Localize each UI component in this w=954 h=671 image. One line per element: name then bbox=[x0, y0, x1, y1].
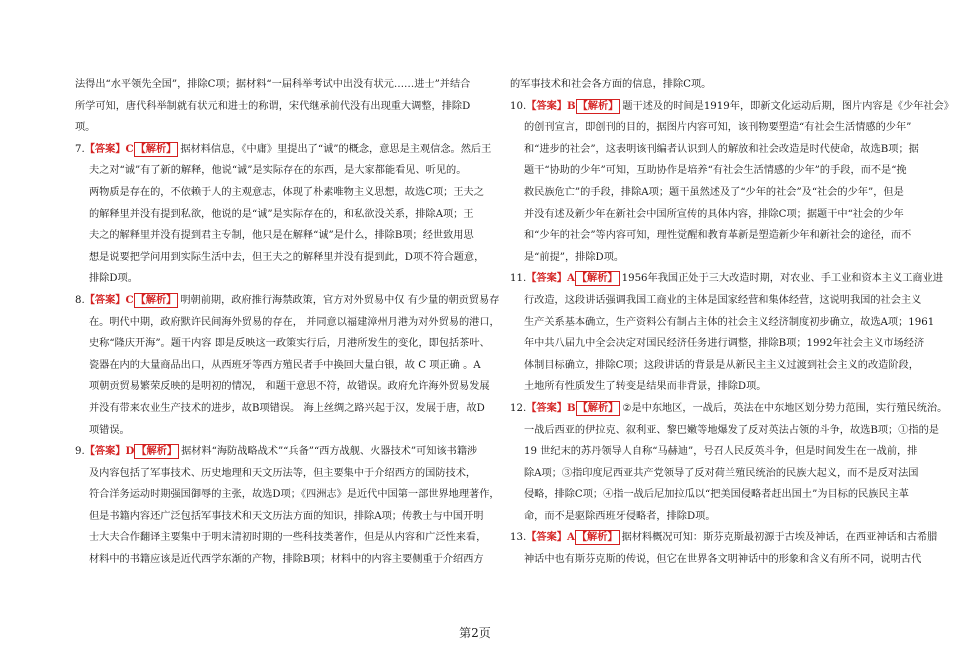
question-number: 8. bbox=[75, 294, 85, 306]
analysis-text: 救民族危亡”的手段，排除A项；题干虽然述及了“少年的社会”及“社会的少年”，但是 bbox=[524, 186, 904, 198]
answer-label: 【答案】 bbox=[526, 401, 567, 414]
text-line bbox=[75, 333, 490, 355]
text-line bbox=[75, 312, 500, 334]
analysis-text: 的创刊宣言，即创刊的目的，据图片内容可知，该刊物要塑造“有社会生活情感的少年” bbox=[524, 122, 912, 134]
analysis-text: 19 世纪末的苏丹领导人自称“马赫迪”，号召人民反英斗争，但是时间发生在一战前，排 bbox=[524, 446, 918, 458]
question-block bbox=[75, 441, 500, 571]
analysis-text: 并没有述及新少年在新社会中国所宣传的具体内容，排除C项；据题干中“社会的少年 bbox=[524, 208, 904, 220]
text-line bbox=[75, 74, 471, 96]
text-line bbox=[75, 484, 500, 506]
question-block bbox=[510, 268, 943, 398]
right-column bbox=[510, 74, 954, 571]
analysis-text: 项错误。 bbox=[89, 424, 130, 436]
analysis-label: 【解析】 bbox=[577, 401, 619, 414]
question-block bbox=[510, 527, 938, 570]
text-line bbox=[75, 139, 492, 161]
text-line bbox=[75, 549, 484, 571]
analysis-text: 明朝前期，政府推行海禁政策，官方对外贸易中仅 有少量的朝贡贸易存 bbox=[180, 294, 500, 306]
analysis-text: 项朝贡贸易繁荣反映的是明初的情况， 和题干意思不符，故错误。政府允许海外贸易发展 bbox=[89, 381, 490, 393]
continuation-block bbox=[510, 74, 885, 96]
text-line bbox=[75, 204, 474, 226]
answer-label: 【答案】 bbox=[84, 293, 126, 306]
analysis-text: 夫之的解释里并没有提到君主专制，他只是在解释“诚”是什么，排除B项；经世致用思 bbox=[89, 230, 474, 242]
text-line bbox=[510, 139, 919, 161]
analysis-text: 命，而不是驱除西班牙侵略者，排除D项。 bbox=[524, 510, 716, 522]
text-line bbox=[510, 549, 922, 571]
text-line bbox=[75, 268, 450, 290]
analysis-label: 【解析】 bbox=[136, 445, 178, 458]
answer-label: 【答案】 bbox=[526, 272, 567, 285]
text-line bbox=[510, 247, 885, 269]
text-line bbox=[75, 96, 471, 118]
analysis-text: 据材料概况可知：斯芬克斯最初源于古埃及神话，在西亚神话和古希腊 bbox=[621, 532, 938, 544]
analysis-text: 项。 bbox=[75, 122, 96, 134]
analysis-label: 【解析】 bbox=[577, 99, 619, 112]
analysis-label: 【解析】 bbox=[576, 272, 618, 285]
analysis-label: 【解析】 bbox=[576, 531, 618, 544]
answer-label: 【答案】 bbox=[526, 99, 567, 112]
analysis-text: 的军事技术和社会各方面的信息，排除C项。 bbox=[510, 79, 712, 90]
answer-label: 【答案】 bbox=[84, 445, 126, 458]
analysis-text: 材料中的书籍应该是近代西学东渐的产物，排除B项；材料中的内容主要侧重于介绍西方 bbox=[89, 554, 484, 566]
analysis-label: 【解析】 bbox=[135, 293, 177, 306]
question-number: 12. bbox=[510, 402, 527, 414]
analysis-text: 夫之对“诚”有了新的解释，他说“诚”是实际存在的东西，是大家都能看见、听见的。 bbox=[89, 165, 467, 177]
text-line bbox=[510, 268, 943, 290]
text-line bbox=[75, 463, 477, 485]
analysis-text: 据材料“海防战略战术”“兵备”“西方战舰、火器技术”可知该书籍涉 bbox=[181, 446, 478, 458]
continuation-block bbox=[75, 74, 471, 139]
text-line bbox=[510, 290, 922, 312]
analysis-text: 和“进步的社会”，这表明该刊编者认识到人的解放和社会改造是时代使命，故选B项；据 bbox=[524, 143, 919, 155]
text-line bbox=[510, 160, 907, 182]
answer-label: 【答案】 bbox=[526, 531, 567, 544]
analysis-text: 是“前提”，排除D项。 bbox=[524, 251, 625, 263]
answer-value: B bbox=[566, 99, 576, 112]
analysis-text: 士大夫合作翻译主要集中于明末清初时期的一些科技类著作，但是从内容和广泛性来看， bbox=[89, 532, 487, 544]
analysis-text: 体制目标确立，排除C项；这段讲话的背景是从新民主主义过渡到社会主义的改造阶段， bbox=[524, 359, 919, 371]
text-line bbox=[510, 225, 912, 247]
question-block bbox=[75, 290, 500, 441]
analysis-text: 年中共八届九中全会决定对国民经济任务进行调整，排除B项；1992年社会主义市场经济 bbox=[524, 338, 925, 350]
text-line bbox=[75, 355, 481, 377]
analysis-text: 生产关系基本确立，生产资料公有制占主体的社会主义经济制度初步确立，故选A项；1961 bbox=[524, 316, 935, 328]
question-number: 11. bbox=[510, 273, 527, 285]
question-block bbox=[510, 398, 948, 528]
analysis-text: 及内容包括了军事技术、历史地理和天文历法等，但主要集中于介绍西方的国防技术， bbox=[89, 467, 477, 479]
page-footer: 第2页 bbox=[459, 626, 491, 640]
question-number: 13. bbox=[510, 532, 527, 544]
analysis-text: 题干述及的时间是1919年，即新文化运动后期，图片内容是《少年社会》 bbox=[622, 100, 954, 112]
answer-value: B bbox=[566, 401, 576, 414]
text-line bbox=[510, 204, 904, 226]
question-block bbox=[75, 139, 492, 290]
text-line bbox=[75, 527, 487, 549]
analysis-text: 史称“隆庆开海”。题干内容 即是反映这一政策实行后，月港所发生的变化，即包括茶叶、 bbox=[89, 338, 490, 350]
text-line bbox=[75, 506, 484, 528]
analysis-text: 但是书籍内容还广泛包括军事技术和天文历法方面的知识，排除A项；传教士与中国开明 bbox=[89, 510, 484, 522]
analysis-text: 侵略，排除C项；④指一战后尼加拉瓜以“把美国侵略者赶出国土”为目标的民族民主革 bbox=[524, 489, 909, 501]
analysis-text: 所学可知，唐代科举制就有状元和进士的称谓，宋代继承前代没有出现重大调整，排除D bbox=[75, 100, 471, 112]
question-number: 10. bbox=[510, 100, 527, 112]
analysis-text: 的解释里并没有提到私欲，他说的是“诚”是实际存在的，和私欲没关系，排除A项；王 bbox=[89, 208, 474, 220]
text-line bbox=[510, 74, 885, 96]
text-line bbox=[510, 398, 948, 420]
text-line bbox=[510, 117, 912, 139]
analysis-text: 除A项；③指印度尼西亚共产党领导了反对荷兰殖民统治的民族大起义，而不是反对法国 bbox=[524, 467, 919, 479]
analysis-text: 和“少年的社会”等内容可知，理性觉醒和教育革新是塑造新少年和新社会的途径，而不 bbox=[524, 230, 912, 242]
analysis-text: 1956年我国正处于三大改造时期，对农业、手工业和资本主义工商业进 bbox=[621, 273, 943, 285]
left-column bbox=[75, 74, 500, 571]
text-line bbox=[510, 312, 935, 334]
analysis-text: 据材料信息，《中庸》里提出了“诚”的概念，意思是主观信念。然后王 bbox=[180, 143, 492, 155]
answer-value: A bbox=[566, 272, 575, 285]
analysis-text: 想是说要把学问用到实际生活中去，但王夫之的解释里并没有提到此，D项不符合题意， bbox=[89, 251, 485, 263]
text-line bbox=[510, 376, 885, 398]
analysis-text: 一战后西亚的伊拉克、叙利亚、黎巴嫩等地爆发了反对英法占领的斗争，故选B项；①指的是 bbox=[524, 424, 939, 436]
analysis-text: ②是中东地区，一战后，英法在中东地区划分势力范围，实行殖民统治。 bbox=[622, 402, 948, 414]
text-line bbox=[75, 290, 500, 312]
analysis-text: 在。明代中期，政府默许民间海外贸易的存在， 并同意以福建漳州月港为对外贸易的港口， bbox=[89, 316, 500, 328]
question-number: 7. bbox=[75, 143, 85, 155]
answer-value: C bbox=[125, 142, 134, 155]
analysis-label: 【解析】 bbox=[135, 142, 177, 155]
answer-label: 【答案】 bbox=[84, 142, 126, 155]
text-line bbox=[75, 441, 478, 463]
text-line bbox=[510, 484, 909, 506]
text-line bbox=[510, 506, 885, 528]
analysis-text: 神话中也有斯芬克斯的传说，但它在世界各文明神话中的形象和含义有所不同，说明古代 bbox=[524, 554, 922, 566]
text-line bbox=[510, 333, 925, 355]
analysis-text: 两物质是存在的，不依赖于人的主观意志，体现了朴素唯物主义思想，故选C项；王夫之 bbox=[89, 186, 484, 198]
answer-value: C bbox=[125, 293, 134, 306]
text-line bbox=[510, 420, 939, 442]
text-line bbox=[510, 355, 919, 377]
question-block bbox=[510, 96, 954, 269]
text-line bbox=[75, 376, 490, 398]
text-line bbox=[75, 160, 467, 182]
text-line bbox=[510, 527, 938, 549]
text-line bbox=[510, 182, 904, 204]
text-line bbox=[75, 398, 485, 420]
analysis-text: 土地所有性质发生了转变是结果而非背景，排除D项。 bbox=[524, 381, 767, 393]
analysis-text: 符合洋务运动时期强国御辱的主张，故选D项；《四洲志》是近代中国第一部世界地理著作， bbox=[89, 489, 500, 501]
question-number: 9. bbox=[75, 446, 85, 458]
text-line bbox=[75, 247, 485, 269]
analysis-text: 并没有带来农业生产技术的进步，故B项错误。 海上丝绸之路兴起于汉，发展于唐，故D bbox=[89, 402, 485, 414]
analysis-text: 法得出“水平领先全国”，排除C项；据材料“一届科举考试中出没有状元……进士”并结合 bbox=[75, 79, 471, 90]
text-line bbox=[510, 96, 954, 118]
answer-value: A bbox=[566, 531, 575, 544]
text-line bbox=[510, 441, 918, 463]
text-line bbox=[75, 117, 450, 139]
analysis-text: 排除D项。 bbox=[89, 273, 138, 285]
text-line bbox=[75, 420, 450, 442]
text-line bbox=[75, 182, 484, 204]
answer-value: D bbox=[125, 445, 135, 458]
text-line bbox=[510, 463, 919, 485]
analysis-text: 瓷器在内的大量商品出口，从西班牙等西方殖民者手中换回大量白银，故 C 项正确 。A bbox=[89, 359, 481, 371]
analysis-text: 行改造，这段讲话强调我国工商业的主体是国家经营和集体经营，这说明我国的社会主义 bbox=[524, 294, 922, 306]
text-line bbox=[75, 225, 474, 247]
analysis-text: 题干“协助的少年”可知，互助协作是培养“有社会生活情感的少年”的手段，而不是“挽 bbox=[524, 165, 907, 177]
